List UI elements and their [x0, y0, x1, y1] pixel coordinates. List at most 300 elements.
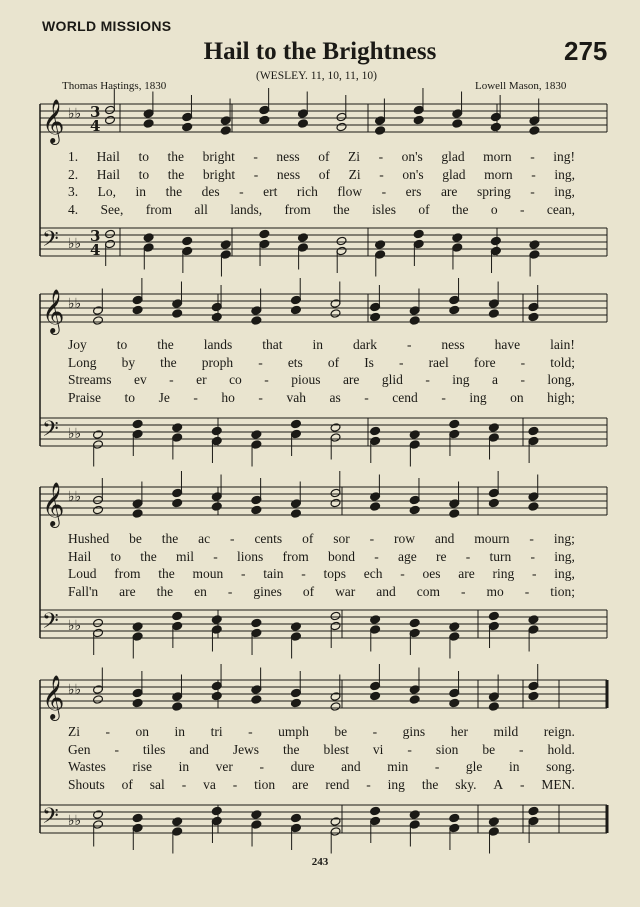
note-head [93, 316, 104, 326]
lyric-line [68, 168, 575, 182]
lyric-syllable: are [342, 372, 360, 387]
lyric-syllable: - [232, 776, 238, 792]
lyric-syllable: mil [176, 548, 195, 564]
lyric-syllable: of [418, 201, 430, 217]
lyric-syllable: - [425, 372, 430, 387]
lyric-syllable: tri [210, 724, 223, 739]
lyric-syllable: Hail [96, 149, 120, 164]
note-head [290, 305, 301, 315]
note-head [182, 236, 193, 246]
lyric-syllable: rise [132, 759, 152, 774]
lyric-syllable: re [436, 548, 447, 564]
note-head [449, 622, 460, 632]
note-head [290, 622, 301, 632]
lyric-syllable: gins [402, 724, 426, 739]
lyric-syllable: - [369, 531, 375, 546]
lyric-syllable: Loud [68, 566, 97, 581]
lyric-syllable: the [283, 741, 300, 757]
lyric-syllable: tain [263, 566, 284, 581]
lyric-syllable: told; [550, 354, 575, 370]
note-head [172, 702, 183, 712]
lyric-syllable: - [531, 166, 536, 182]
bass-clef-icon: 𝄢 [42, 804, 59, 834]
lyric-syllable: - [520, 372, 525, 387]
lyric-syllable: morn [484, 166, 513, 182]
note-head [220, 240, 231, 250]
lyric-syllable: ac [198, 531, 211, 546]
lyric-syllable: - [364, 389, 369, 405]
lyric-syllable: er [196, 372, 207, 387]
lyric-syllable: Long [68, 354, 97, 370]
lyric-syllable: Shouts [68, 776, 105, 792]
lyric-syllable: Je [158, 389, 170, 405]
lyric-syllable: - [400, 566, 405, 581]
lyric-line [68, 203, 575, 217]
lyric-syllable: turn [489, 548, 512, 564]
lyric-syllable: sal [149, 776, 165, 792]
lyric-syllable: flow [337, 184, 363, 199]
note-head [449, 813, 460, 823]
lyric-syllable: en [194, 583, 207, 599]
note-head [143, 119, 154, 129]
lyric-syllable: - [259, 759, 264, 774]
page-number: 243 [311, 856, 329, 868]
lyric-syllable: gle [465, 759, 483, 774]
lyric-line [68, 185, 575, 199]
key-signature-icon: ♭♭ [68, 682, 82, 698]
note-head [251, 316, 262, 326]
note-head [132, 305, 143, 315]
lyric-syllable: 3. [68, 184, 79, 199]
note-head [211, 312, 222, 322]
lyric-syllable: - [374, 548, 379, 564]
note-head [336, 122, 347, 132]
lyric-syllable: - [264, 372, 269, 387]
lyric-line [68, 778, 575, 792]
lyric-syllable: - [105, 724, 111, 739]
note-head [330, 498, 341, 508]
lyric-syllable: lands, [230, 201, 263, 217]
note-head [330, 423, 341, 433]
lyric-syllable: cend [392, 389, 418, 405]
lyric-syllable: pious [291, 372, 321, 387]
lyric-syllable: row [394, 531, 415, 546]
note-head [413, 229, 424, 239]
lyric-syllable: be [129, 531, 142, 546]
note-head [132, 698, 143, 708]
lyric-syllable: the [333, 201, 350, 217]
lyric-syllable: - [253, 166, 259, 182]
note-head [211, 502, 222, 512]
lyric-syllable: - [520, 354, 526, 370]
lyric-line [68, 532, 575, 546]
treble-clef-icon: 𝄞 [42, 482, 65, 526]
lyric-syllable: of [327, 354, 340, 370]
lyric-syllable: long, [547, 372, 575, 387]
lyric-syllable: glad [442, 166, 466, 182]
lyric-line [68, 338, 575, 352]
lyric-syllable: - [227, 583, 233, 599]
lyric-syllable: A [493, 776, 504, 792]
lyric-syllable: ing, [554, 566, 575, 581]
note-head [251, 618, 262, 628]
lyric-syllable: - [193, 389, 198, 405]
lyric-syllable: the [158, 566, 175, 581]
note-head [172, 498, 183, 508]
lyric-syllable: mild [493, 724, 519, 739]
note-head [251, 505, 262, 515]
lyric-syllable: - [378, 149, 384, 164]
lyric-syllable: 4. [68, 201, 79, 217]
note-head [528, 426, 539, 436]
lyric-syllable: are [119, 583, 136, 599]
lyric-line [68, 725, 575, 739]
note-head [488, 817, 499, 827]
lyric-syllable: of [121, 776, 133, 792]
note-head [211, 806, 222, 816]
lyric-syllable: rend [325, 776, 350, 792]
lyric-syllable: Zi [348, 166, 361, 182]
lyric-syllable: Zi [348, 149, 361, 164]
lyric-syllable: the [156, 583, 174, 599]
note-head [370, 502, 381, 512]
lyric-syllable: Wastes [68, 759, 106, 774]
note-head [528, 806, 539, 816]
note-head [449, 419, 460, 429]
key-signature-icon: ♭♭ [68, 813, 82, 829]
lyric-syllable: - [461, 583, 466, 599]
lyric-syllable: be [334, 724, 348, 739]
note-head [488, 611, 499, 621]
lyric-syllable: ing! [553, 149, 575, 164]
lyric-syllable: from [282, 548, 309, 564]
lyric-syllable: ert [263, 184, 278, 199]
lyric-syllable: lands [203, 337, 233, 352]
lyric-syllable: Streams [68, 372, 112, 387]
lyric-syllable: - [239, 184, 244, 199]
time-signature-bottom: 4 [90, 117, 101, 135]
treble-clef-icon: 𝄞 [42, 99, 65, 143]
lyric-syllable: to [110, 548, 122, 564]
lyric-syllable: Hail [68, 548, 92, 564]
lyric-syllable: and [376, 583, 396, 599]
lyric-syllable: tops [323, 566, 347, 581]
lyric-syllable: - [530, 548, 536, 564]
treble-clef-icon: 𝄞 [42, 675, 65, 719]
note-head [132, 813, 143, 823]
note-head [251, 430, 262, 440]
lyric-syllable: and [189, 741, 209, 757]
lyric-syllable: 2. [68, 166, 79, 182]
lyric-syllable: - [366, 776, 371, 792]
note-head [211, 615, 222, 625]
bass-clef-icon: 𝄢 [42, 227, 59, 257]
lyric-syllable: in [135, 184, 147, 199]
note-head [93, 810, 104, 820]
lyric-syllable: See, [100, 201, 124, 217]
note-head [529, 240, 540, 250]
lyric-syllable: sor [333, 531, 350, 546]
note-head [93, 430, 104, 440]
note-head [488, 309, 499, 319]
lyric-line [68, 391, 575, 405]
note-head [211, 691, 222, 701]
lyric-syllable: Zi [68, 724, 80, 739]
lyric-syllable: on's [401, 149, 423, 164]
lyric-syllable: mourn [474, 531, 510, 546]
lyric-syllable: Hushed [68, 531, 110, 546]
note-head [409, 618, 420, 628]
note-head [409, 810, 420, 820]
lyric-syllable: sky. [455, 776, 477, 792]
lyric-syllable: ing, [554, 166, 575, 182]
lyric-syllable: war [335, 583, 356, 599]
lyric-line [68, 567, 575, 581]
lyric-syllable: moun [192, 566, 224, 581]
lyric-syllable: - [406, 337, 412, 352]
note-head [409, 505, 420, 515]
lyric-syllable: from [114, 566, 141, 581]
lyric-syllable: - [301, 566, 306, 581]
lyric-line [68, 585, 575, 599]
lyric-syllable: umph [278, 724, 309, 739]
lyric-syllable: - [381, 184, 387, 199]
lyric-syllable: from [145, 201, 172, 217]
lyric-syllable: ech [363, 566, 383, 581]
note-head [330, 817, 341, 827]
lyric-syllable: bond [328, 548, 356, 564]
lyric-syllable: the [160, 354, 177, 370]
lyric-syllable: in [178, 759, 190, 774]
lyric-line [68, 743, 575, 757]
text-author: Thomas Hastings, 1830 [62, 80, 167, 92]
note-head [105, 229, 116, 239]
key-signature-icon: ♭♭ [68, 236, 82, 252]
lyric-syllable: rich [296, 184, 318, 199]
lyric-syllable: the [165, 184, 183, 199]
note-head [449, 305, 460, 315]
lyric-syllable: des [201, 184, 220, 199]
lyric-syllable: ho [221, 389, 235, 405]
lyric-syllable: age [398, 548, 417, 564]
lyric-syllable: are [440, 184, 458, 199]
lyric-syllable: vah [286, 389, 306, 405]
lyric-syllable: as [329, 389, 341, 405]
lyric-syllable: blest [323, 741, 349, 757]
treble-clef-icon: 𝄞 [42, 289, 65, 333]
note-head [413, 115, 424, 125]
lyric-syllable: - [407, 741, 412, 757]
lyric-syllable: mo [486, 583, 504, 599]
note-head [259, 229, 270, 239]
lyric-syllable: Jews [232, 741, 260, 757]
note-head [290, 698, 301, 708]
lyric-syllable: to [116, 337, 128, 352]
lyric-syllable: lain! [550, 337, 575, 352]
note-head [528, 502, 539, 512]
lyric-syllable: proph [201, 354, 234, 370]
lyric-syllable: Lo, [97, 184, 117, 199]
lyric-syllable: ers [405, 184, 422, 199]
lyric-syllable: com [416, 583, 441, 599]
note-head [172, 611, 183, 621]
key-signature-icon: ♭♭ [68, 618, 82, 634]
lyric-syllable: - [213, 548, 218, 564]
lyric-syllable: to [138, 149, 149, 164]
lyric-syllable: cents [254, 531, 283, 546]
note-head [488, 423, 499, 433]
lyric-syllable: the [161, 531, 179, 546]
note-head [528, 691, 539, 701]
note-head [297, 233, 308, 243]
lyric-syllable: of [302, 583, 315, 599]
lyric-syllable: - [114, 741, 119, 757]
note-head [370, 691, 381, 701]
note-head [290, 509, 301, 519]
lyric-syllable: ing, [554, 548, 575, 564]
lyric-syllable: of [318, 166, 331, 182]
lyric-syllable: 1. [68, 149, 79, 164]
note-head [375, 126, 386, 136]
note-head [211, 426, 222, 436]
lyric-syllable: - [248, 724, 253, 739]
lyric-syllable: vi [372, 741, 384, 757]
lyric-syllable: ness [276, 166, 301, 182]
note-head [172, 309, 183, 319]
note-head [290, 419, 301, 429]
lyric-syllable: - [181, 776, 187, 792]
note-head [330, 309, 341, 319]
note-head [452, 119, 463, 129]
lyric-syllable: - [529, 531, 534, 546]
lyric-syllable: spring [476, 184, 511, 199]
lyric-syllable: the [421, 776, 439, 792]
lyric-syllable: from [284, 201, 311, 217]
key-signature-icon: ♭♭ [68, 296, 82, 312]
lyric-syllable: the [157, 337, 174, 352]
note-head [105, 115, 116, 125]
lyric-syllable: that [262, 337, 283, 352]
lyric-syllable: Joy [68, 337, 87, 352]
section-heading: WORLD MISSIONS [42, 18, 172, 34]
lyric-syllable: the [140, 548, 157, 564]
lyric-syllable: rael [428, 354, 449, 370]
note-head [449, 698, 460, 708]
lyric-syllable: - [258, 354, 263, 370]
lyric-syllable: Gen [68, 741, 91, 757]
lyric-syllable: song. [546, 759, 575, 774]
lyric-syllable: high; [547, 389, 575, 405]
note-head [409, 316, 420, 326]
lyric-syllable: reign. [543, 724, 575, 739]
lyric-syllable: tiles [142, 741, 166, 757]
lyric-syllable: MEN. [541, 776, 575, 792]
note-head [93, 505, 104, 515]
lyric-syllable: of [302, 531, 314, 546]
lyric-syllable: hold. [547, 741, 575, 757]
note-head [132, 509, 143, 519]
note-head [290, 813, 301, 823]
note-head [172, 817, 183, 827]
lyric-syllable: ets [287, 354, 303, 370]
note-head [220, 126, 231, 136]
lyric-syllable: by [121, 354, 136, 370]
note-head [182, 122, 193, 132]
lyric-syllable: - [399, 354, 404, 370]
note-head [330, 702, 341, 712]
lyric-syllable: - [530, 149, 535, 164]
lyric-syllable: oes [422, 566, 441, 581]
lyric-syllable: - [520, 776, 525, 792]
bass-clef-icon: 𝄢 [42, 609, 59, 639]
bass-clef-icon: 𝄢 [42, 417, 59, 447]
note-head [409, 430, 420, 440]
lyric-syllable: dark [352, 337, 377, 352]
lyric-syllable: tion; [550, 583, 575, 599]
time-signature-top: 3 [90, 227, 101, 245]
note-head [93, 618, 104, 628]
note-head [452, 233, 463, 243]
hymn-title: Hail to the Brightness [203, 38, 437, 65]
note-head [488, 702, 499, 712]
lyric-syllable: Hail [96, 166, 120, 182]
note-head [259, 115, 270, 125]
lyric-syllable: co [229, 372, 242, 387]
lyric-syllable: in [174, 724, 186, 739]
lyric-syllable: - [530, 184, 535, 199]
lyric-syllable: ing [387, 776, 405, 792]
lyric-syllable: to [138, 166, 150, 182]
lyric-syllable: bright [202, 149, 235, 164]
lyric-syllable: - [230, 531, 235, 546]
note-head [529, 126, 540, 136]
lyric-syllable: - [258, 389, 263, 405]
lyric-syllable: - [519, 741, 524, 757]
lyric-syllable: cean, [546, 201, 575, 217]
note-head [528, 312, 539, 322]
lyric-syllable: ing [452, 372, 470, 387]
lyric-syllable: o [490, 201, 498, 217]
lyric-syllable: in [312, 337, 323, 352]
lyric-syllable: Praise [68, 389, 101, 405]
lyric-syllable: lions [237, 548, 264, 564]
lyric-syllable: ver [215, 759, 233, 774]
lyric-syllable: the [167, 149, 185, 164]
key-signature-icon: ♭♭ [68, 426, 82, 442]
lyric-syllable: - [465, 548, 471, 564]
lyric-line [68, 150, 575, 164]
lyric-syllable: are [292, 776, 309, 792]
lyric-syllable: min [387, 759, 409, 774]
lyric-syllable: have [494, 337, 521, 352]
note-head [528, 615, 539, 625]
note-head [375, 240, 386, 250]
lyric-syllable: - [524, 583, 530, 599]
lyric-syllable: - [520, 201, 525, 217]
lyric-syllable: sion [435, 741, 459, 757]
lyric-syllable: ing [469, 389, 487, 405]
note-head [449, 509, 460, 519]
lyric-syllable: ness [276, 149, 300, 164]
note-head [132, 419, 143, 429]
lyric-syllable: the [167, 166, 185, 182]
lyric-line [68, 550, 575, 564]
lyric-syllable: ring [492, 566, 515, 581]
lyric-syllable: be [482, 741, 496, 757]
lyric-syllable: - [169, 372, 174, 387]
note-head [172, 423, 183, 433]
key-signature-icon: ♭♭ [68, 106, 82, 122]
